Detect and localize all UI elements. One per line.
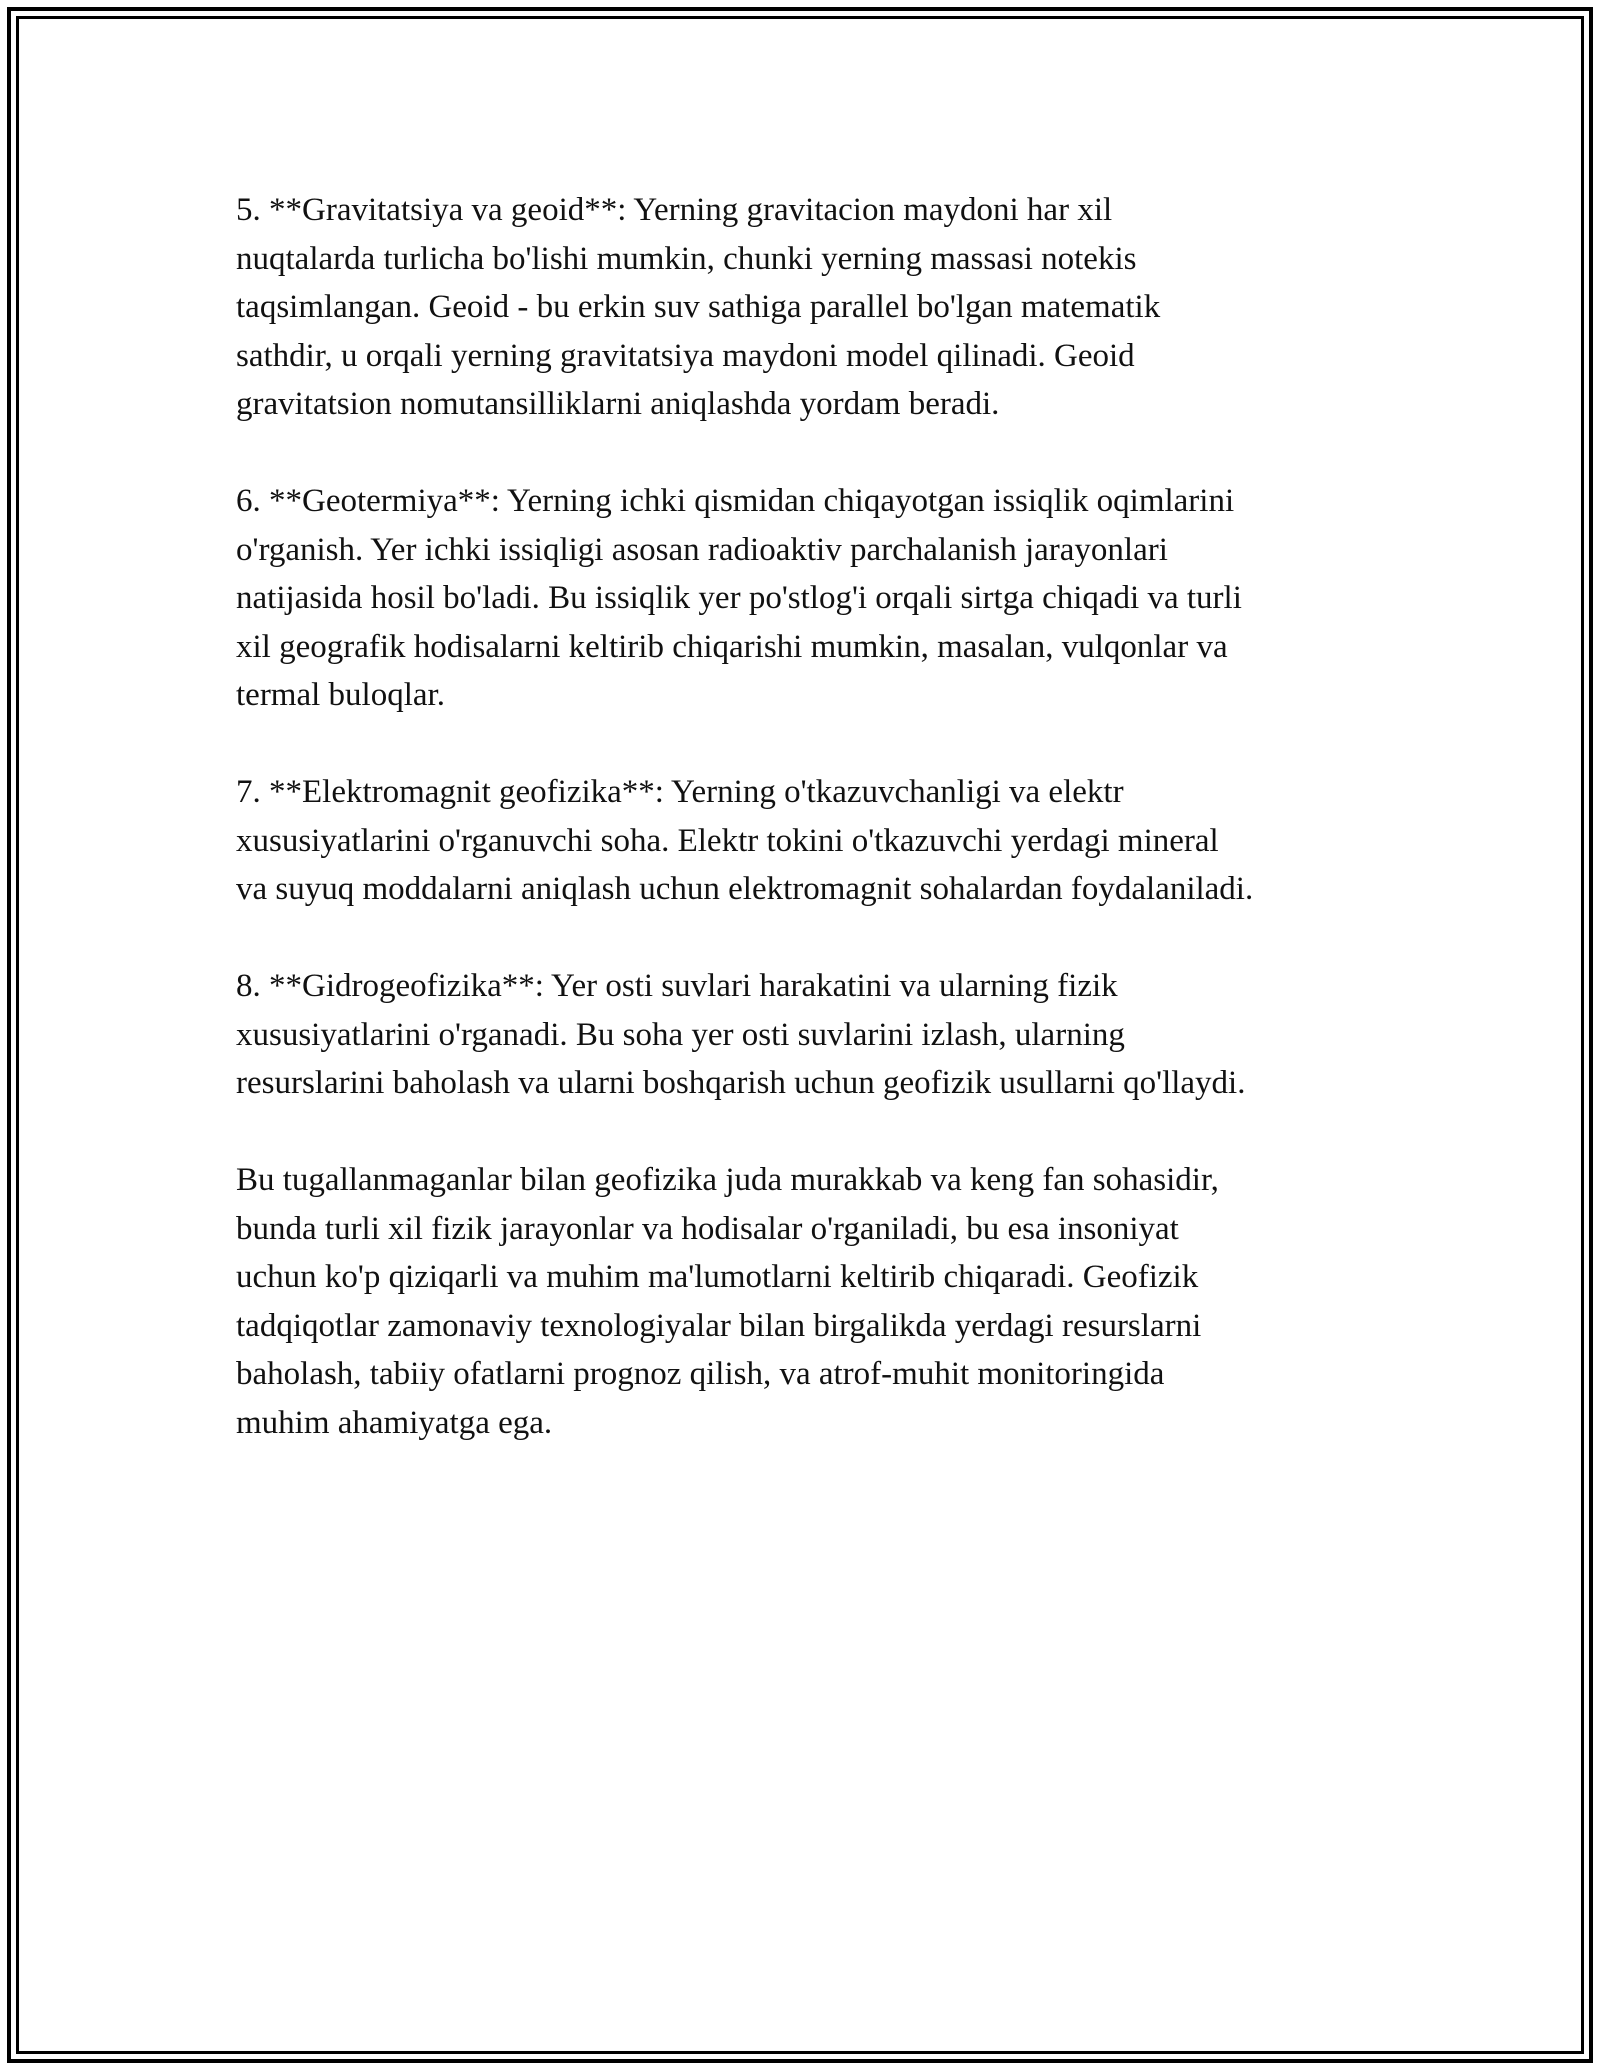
text-line: 5. **Gravitatsiya va geoid**: Yerning gravitacion maydoni har xil — [236, 192, 1113, 228]
text-line: 8. **Gidrogeofizika**: Yer osti suvlari harakatini va ularning fizik — [236, 968, 1118, 1004]
paragraph-geotermiya — [236, 477, 1386, 720]
text-line: xususiyatlarini o'rganuvchi soha. Elektr tokini o'tkazuvchi yerdagi mineral — [236, 822, 1219, 859]
paragraph-conclusion — [236, 1156, 1386, 1447]
text-line: nuqtalarda turlicha bo'lishi mumkin, chunki yerning massasi notekis — [236, 240, 1137, 277]
paragraph-gidrogeofizika — [236, 962, 1386, 1108]
text-line: bunda turli xil fizik jarayonlar va hodisalar o'rganiladi, bu esa insoniyat — [236, 1210, 1179, 1247]
text-line: xil geografik hodisalarni keltirib chiqarishi mumkin, masalan, vulqonlar va — [236, 628, 1228, 665]
text-line: va suyuq moddalarni aniqlash uchun elektromagnit sohalardan foydalaniladi. — [236, 871, 1254, 907]
text-line: termal buloqlar. — [236, 677, 445, 713]
text-line: uchun ko'p qiziqarli va muhim ma'lumotlarni keltirib chiqaradi. Geofizik — [236, 1259, 1199, 1295]
text-line: tadqiqotlar zamonaviy texnologiyalar bilan birgalikda yerdagi resurslarni — [236, 1307, 1202, 1344]
text-line: taqsimlangan. Geoid - bu erkin suv sathiga parallel bo'lgan matematik — [236, 289, 1161, 325]
text-line: sathdir, u orqali yerning gravitatsiya maydoni model qilinadi. Geoid — [236, 337, 1135, 374]
text-line: natijasida hosil bo'ladi. Bu issiqlik yer po'stlog'i orqali sirtga chiqadi va turli — [236, 580, 1242, 616]
document-body — [236, 186, 1386, 1496]
text-line: 7. **Elektromagnit geofizika**: Yerning o'tkazuvchanligi va elektr — [236, 774, 1124, 810]
text-line: gravitatsion nomutansilliklarni aniqlashda yordam beradi. — [236, 386, 1000, 422]
text-line: baholash, tabiiy ofatlarni prognoz qilish, va atrof-muhit monitoringida — [236, 1356, 1165, 1392]
paragraph-elektromagnit-geofizika — [236, 768, 1386, 914]
text-line: o'rganish. Yer ichki issiqligi asosan radioaktiv parchalanish jarayonlari — [236, 531, 1168, 568]
text-line: xususiyatlarini o'rganadi. Bu soha yer osti suvlarini izlash, ularning — [236, 1016, 1125, 1053]
paragraph-gravitatsiya-va-geoid — [236, 186, 1386, 429]
text-line: muhim ahamiyatga ega. — [236, 1404, 553, 1441]
text-line: resurslarini baholash va ularni boshqarish uchun geofizik usullarni qo'llaydi. — [236, 1065, 1246, 1101]
text-line: 6. **Geotermiya**: Yerning ichki qismidan chiqayotgan issiqlik oqimlarini — [236, 483, 1235, 519]
text-line: Bu tugallanmaganlar bilan geofizika juda murakkab va keng fan sohasidir, — [236, 1162, 1219, 1198]
